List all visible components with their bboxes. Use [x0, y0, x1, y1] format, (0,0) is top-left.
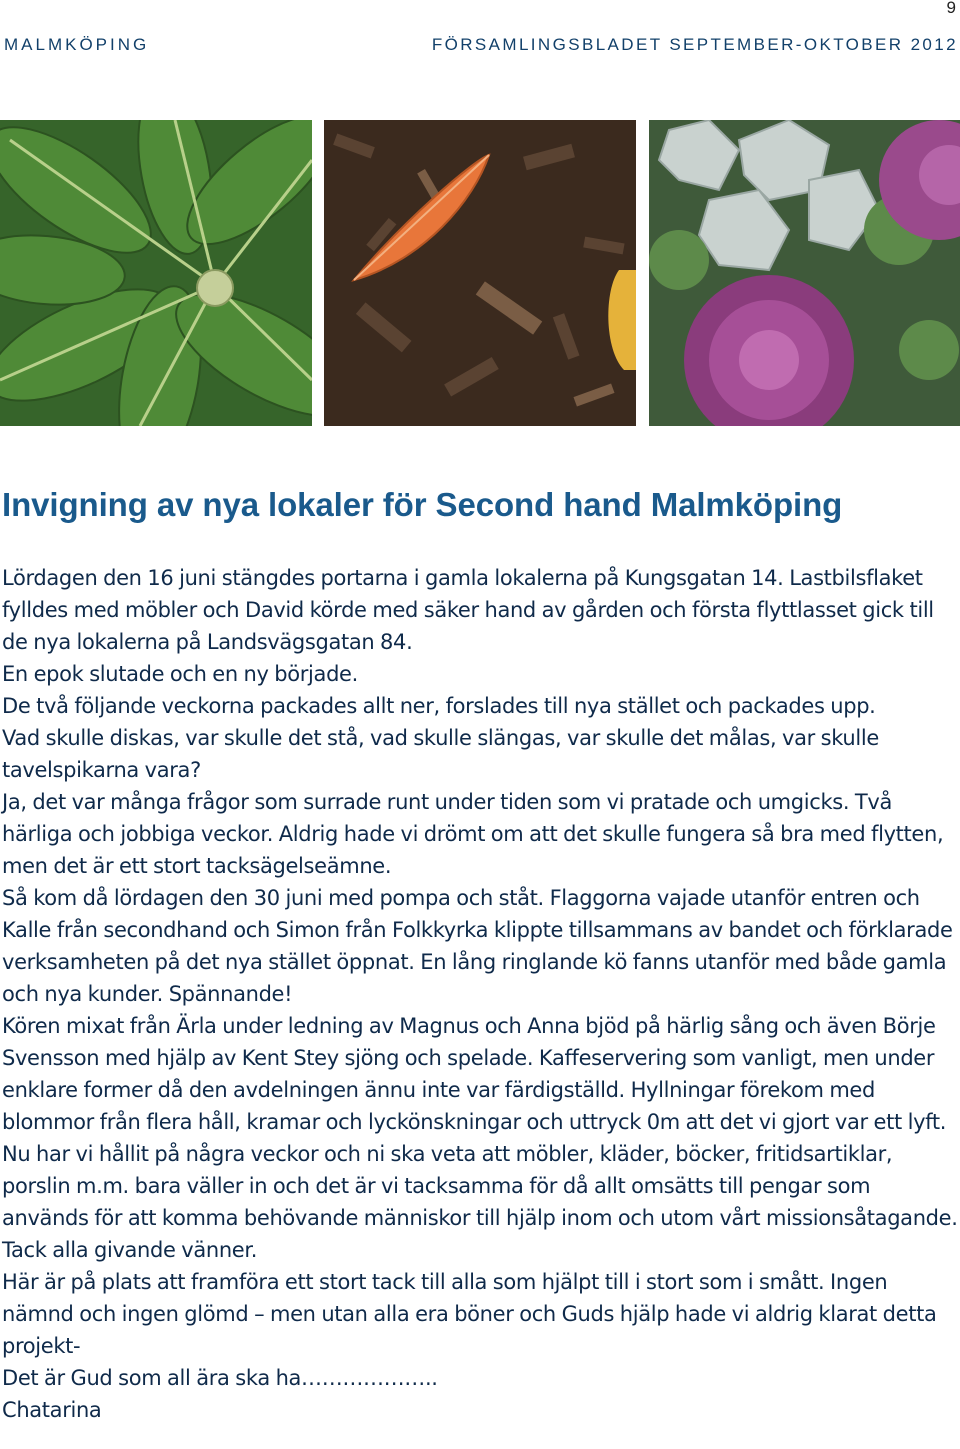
paragraph: Nu har vi hållit på några veckor och ni ska veta att möbler, kläder, böcker, fritidsartiklar, porslin m.m. bara väller in och det är vi tacksamma för då allt omsätts till pengar som används för att komma behövande människor till hjälp inom och utom vårt missionsåtagande. Tack alla givande vänner.	[2, 1142, 958, 1262]
paragraph: Så kom då lördagen den 30 juni med pompa och ståt. Flaggorna vajade utanför entren och Kalle från secondhand och Simon från Folkkyrka klippte tillsammans av bandet och förklarade verksamheten på det nya stället öppnat. En lång ringlande kö fanns utanför med både gamla och nya kunder. Spännande!	[2, 886, 953, 1006]
paragraph: De två följande veckorna packades allt ner, forslades till nya stället och packades upp.	[2, 694, 876, 718]
signature: Chatarina	[2, 1398, 102, 1422]
running-header-left: MALMKÖPING	[4, 35, 150, 54]
photo-leaf-on-bark	[324, 120, 636, 426]
running-header-right: FÖRSAMLINGSBLADET SEPTEMBER-OKTOBER 2012	[431, 35, 958, 54]
photo-rhododendron-leaves	[0, 120, 312, 426]
paragraph: Här är på plats att framföra ett stort tack till alla som hjälpt till i stort som i smått. Ingen nämnd och ingen glömd – men utan alla era böner och Guds hjälp hade vi aldrig klarat detta projekt-	[2, 1270, 937, 1358]
paragraph: En epok slutade och en ny började.	[2, 662, 358, 686]
paragraph: Det är Gud som all ära ska ha………………..	[2, 1366, 438, 1390]
paragraph: Lördagen den 16 juni stängdes portarna i gamla lokalerna på Kungsgatan 14. Lastbilsflaket fylldes med möbler och David körde med säker hand av gården och första flyttlasset gick till de nya lokalerna på Landsvägsgatan 84.	[2, 566, 934, 654]
paragraph: Ja, det var många frågor som surrade runt under tiden som vi pratade och umgicks. Två härliga och jobbiga veckor. Aldrig hade vi drömt om att det skulle fungera så bra med flytten, men det är ett stort tacksägelseämne.	[2, 790, 944, 878]
article-title: Invigning av nya lokaler för Second hand Malmköping	[2, 486, 843, 523]
article-body	[2, 562, 960, 1426]
photo-ornamental-kale	[649, 120, 960, 426]
page-number: 9	[946, 0, 956, 17]
paragraph: Vad skulle diskas, var skulle det stå, vad skulle slängas, var skulle det målas, var skulle tavelspikarna vara?	[2, 726, 879, 782]
paragraph: Kören mixat från Ärla under ledning av Magnus och Anna bjöd på härlig sång och även Börje Svensson med hjälp av Kent Stey sjöng och spelade. Kaffeservering som vanligt, men under enklare former då den avdelningen ännu inte var färdigställd. Hyllningar förekom med blommor från flera håll, kramar och lyckönskningar och uttryck 0m att det vi gjort var ett lyft.	[2, 1014, 947, 1134]
